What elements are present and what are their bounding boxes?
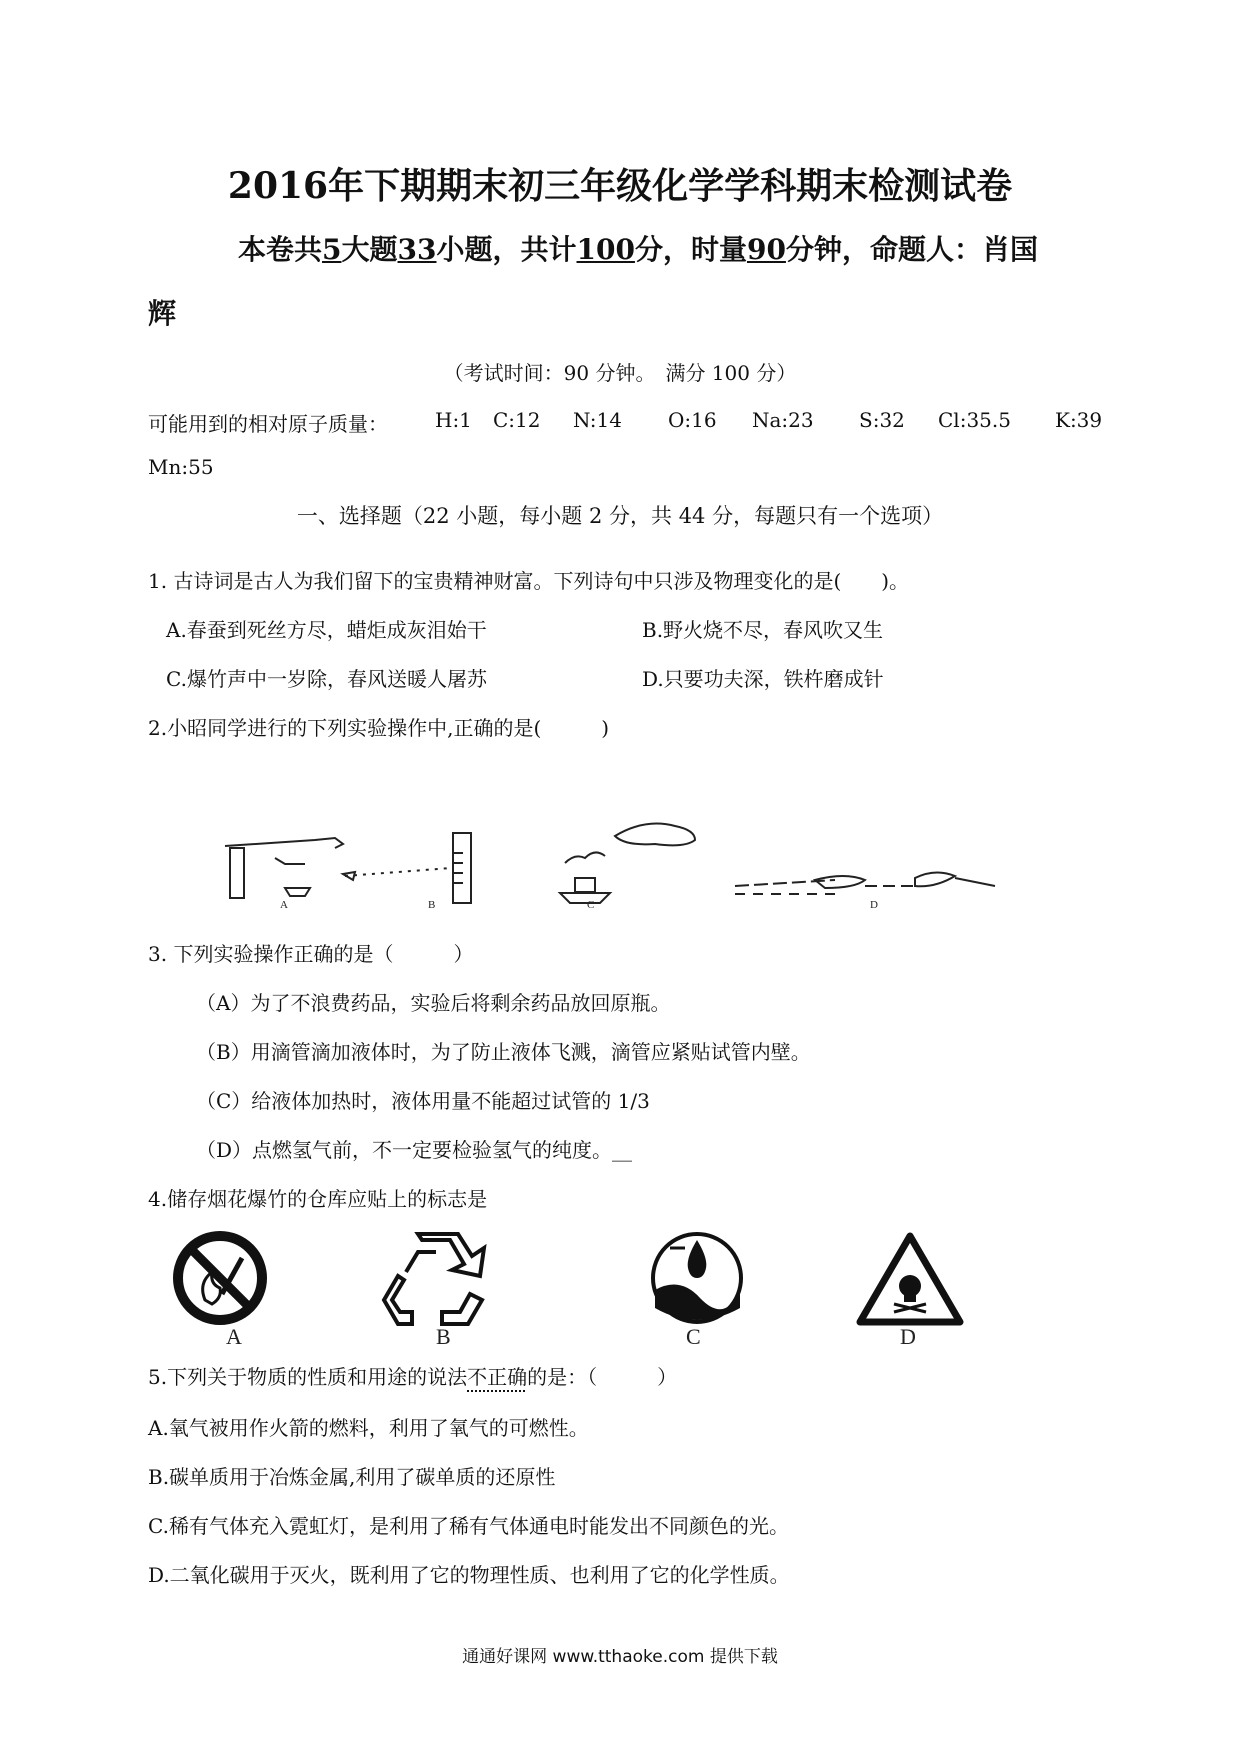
figure-label-c: C: [587, 899, 595, 908]
figure-label-a: A: [280, 899, 288, 908]
exam-info: （考试时间：90 分钟。 满分 100 分）: [443, 361, 797, 385]
q3-option-a: （A）为了不浪费药品，实验后将剩余药品放回原瓶。: [196, 991, 671, 1015]
q5-option-c: C.稀有气体充入霓虹灯，是利用了稀有气体通电时能发出不同颜色的光。: [148, 1514, 789, 1538]
sign-label-a: A: [226, 1324, 242, 1348]
corrosive-sign-icon: [653, 1234, 741, 1322]
q5-stem: [148, 1361, 677, 1390]
atomic-mass-item: Cl:35.5: [938, 408, 1011, 432]
total-score: 100: [576, 233, 635, 266]
atomic-mass-item: O:16: [668, 408, 717, 432]
q1-option-c: C.爆竹声中一岁除，春风送暖人屠苏: [166, 667, 487, 691]
safety-signs-figure: [150, 1228, 1030, 1348]
subtitle-text: 分钟，命题人：肖国: [785, 233, 1038, 266]
atomic-mass-item: N:14: [573, 408, 622, 432]
sign-label-c: C: [686, 1324, 701, 1348]
time-minutes: 90: [746, 233, 786, 266]
q5-emphasis: 不正确: [467, 1365, 528, 1389]
q2-stem: 2.小昭同学进行的下列实验操作中,正确的是( ): [148, 716, 610, 740]
subtitle-text: 本卷共: [238, 233, 323, 266]
q5-option-a: A.氧气被用作火箭的燃料，利用了氧气的可燃性。: [148, 1416, 589, 1440]
q3-option-c: （C）给液体加热时，液体用量不能超过试管的 1/3: [196, 1089, 650, 1113]
test-tube-horizontal-icon: [735, 872, 995, 894]
atomic-mass-item: H:1: [435, 408, 472, 432]
atomic-mass-item: Na:23: [752, 408, 814, 432]
atomic-mass-item: C:12: [493, 408, 541, 432]
q1-stem: 1. 古诗词是古人为我们留下的宝贵精神财富。下列诗句中只涉及物理变化的是( )。: [148, 569, 910, 593]
q5-stem-text: 的是：（ ）: [527, 1365, 678, 1389]
sign-label-d: D: [900, 1324, 916, 1348]
subtitle-text: 大题: [341, 233, 398, 266]
figure-label-d: D: [870, 899, 878, 908]
subtitle-wrap: 辉: [148, 297, 177, 330]
measuring-cylinder-icon: [343, 833, 471, 903]
q3-option-d: （D）点燃氢气前，不一定要检验氢气的纯度。__: [196, 1138, 633, 1162]
q4-stem: 4.储存烟花爆竹的仓库应贴上的标志是: [148, 1187, 488, 1211]
subtitle-text: 小题，共计: [436, 233, 577, 266]
section1-heading: 一、选择题（22 小题，每小题 2 分，共 44 分，每题只有一个选项）: [296, 504, 944, 528]
toxic-sign-icon: [860, 1236, 960, 1322]
question-count: 33: [397, 233, 437, 266]
exam-title: 2016年下期期末初三年级化学学科期末检测试卷: [227, 165, 1013, 207]
smelling-gas-icon: [560, 824, 695, 903]
q3-option-b: （B）用滴管滴加液体时，为了防止液体飞溅，滴管应紧贴试管内壁。: [196, 1040, 811, 1064]
pouring-liquid-icon: [225, 838, 343, 898]
q3-stem: 3. 下列实验操作正确的是（ ）: [148, 942, 474, 966]
q5-option-b: B.碳单质用于冶炼金属,利用了碳单质的还原性: [148, 1465, 556, 1489]
q1-option-b: B.野火烧不尽，春风吹又生: [642, 618, 884, 642]
q5-option-d: D.二氧化碳用于灭火，既利用了它的物理性质、也利用了它的化学性质。: [148, 1563, 790, 1587]
q5-stem-text: 5.下列关于物质的性质和用途的说法: [148, 1365, 468, 1389]
section-count: 5: [322, 233, 342, 266]
sign-label-b: B: [436, 1324, 451, 1348]
no-fire-sign-icon: [178, 1236, 262, 1320]
atomic-mass-wrap: Mn:55: [148, 455, 214, 479]
exam-subtitle: [238, 228, 1038, 268]
atomic-mass-label: 可能用到的相对原子质量：: [148, 412, 388, 436]
figure-label-b: B: [428, 899, 436, 908]
page-footer: 通通好课网 www.tthaoke.com 提供下载: [462, 1647, 778, 1667]
atomic-mass-item: K:39: [1055, 408, 1103, 432]
lab-operations-figure: [215, 808, 1015, 908]
subtitle-text: 分，时量: [634, 233, 747, 266]
q1-option-a: A.春蚕到死丝方尽，蜡炬成灰泪始干: [166, 618, 487, 642]
atomic-mass-item: S:32: [859, 408, 905, 432]
recycle-sign-icon: [384, 1234, 484, 1324]
q1-option-d: D.只要功夫深，铁杵磨成针: [642, 667, 884, 691]
